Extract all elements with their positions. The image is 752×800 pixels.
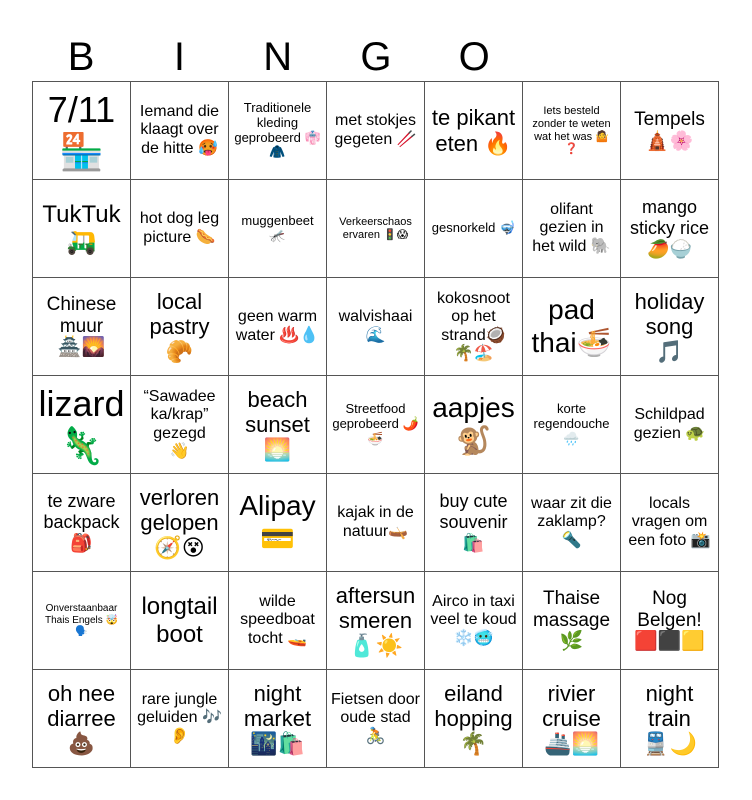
bingo-cell[interactable]: olifant gezien in het wild 🐘 <box>523 180 621 278</box>
bingo-cell[interactable]: night market 🌃🛍️ <box>229 670 327 768</box>
bingo-cell[interactable]: Thaise massage 🌿 <box>523 572 621 670</box>
bingo-cell[interactable]: walvishaai 🌊 <box>327 278 425 376</box>
bingo-cell[interactable]: Iets besteld zonder te weten wat het was 🤷 ❓ <box>523 82 621 180</box>
bingo-cell[interactable]: night train 🚆🌙 <box>621 670 719 768</box>
bingo-cell[interactable]: Chinese muur 🏯🌄 <box>33 278 131 376</box>
header-letter-b: B <box>67 35 95 79</box>
header-letter-n: N <box>263 35 293 79</box>
bingo-cell[interactable]: TukTuk 🛺 <box>33 180 131 278</box>
bingo-cell[interactable]: longtail boot <box>131 572 229 670</box>
bingo-cell[interactable]: local pastry 🥐 <box>131 278 229 376</box>
bingo-cell[interactable]: lizard 🦎 <box>33 376 131 474</box>
bingo-cell[interactable]: aapjes 🐒 <box>425 376 523 474</box>
bingo-cell[interactable]: “Sawadee ka/krap” gezegd 👋 <box>131 376 229 474</box>
bingo-cell[interactable]: Streetfood geprobeerd 🌶️🍜 <box>327 376 425 474</box>
bingo-cell[interactable]: te pikant eten 🔥 <box>425 82 523 180</box>
bingo-grid <box>32 81 719 768</box>
bingo-header <box>32 34 720 80</box>
bingo-cell[interactable]: buy cute souvenir 🛍️ <box>425 474 523 572</box>
bingo-cell[interactable]: Schildpad gezien 🐢 <box>621 376 719 474</box>
bingo-cell[interactable]: gesnorkeld 🤿 <box>425 180 523 278</box>
bingo-cell[interactable]: verloren gelopen 🧭😵 <box>131 474 229 572</box>
bingo-cell[interactable]: wilde speedboat tocht 🚤 <box>229 572 327 670</box>
bingo-cell[interactable]: locals vragen om een foto 📸 <box>621 474 719 572</box>
bingo-cell[interactable]: eiland hopping 🌴 <box>425 670 523 768</box>
bingo-cell[interactable]: pad thai🍜 <box>523 278 621 376</box>
bingo-cell[interactable]: 7/11 🏪 <box>33 82 131 180</box>
bingo-cell[interactable]: Tempels 🛕🌸 <box>621 82 719 180</box>
bingo-cell[interactable]: rivier cruise 🚢🌅 <box>523 670 621 768</box>
bingo-cell[interactable]: holiday song 🎵 <box>621 278 719 376</box>
bingo-cell[interactable]: Alipay 💳 <box>229 474 327 572</box>
bingo-cell[interactable]: oh nee diarree 💩 <box>33 670 131 768</box>
bingo-cell[interactable]: mango sticky rice🥭🍚 <box>621 180 719 278</box>
bingo-cell[interactable]: Nog Belgen! 🟥⬛🟨 <box>621 572 719 670</box>
bingo-cell[interactable]: beach sunset 🌅 <box>229 376 327 474</box>
bingo-cell[interactable]: waar zit die zaklamp? 🔦 <box>523 474 621 572</box>
bingo-cell[interactable]: aftersun smeren 🧴☀️ <box>327 572 425 670</box>
bingo-cell[interactable]: Verkeerschaos ervaren 🚦😱 <box>327 180 425 278</box>
bingo-cell[interactable]: Traditionele kleding geprobeerd 👘🧥 <box>229 82 327 180</box>
bingo-cell[interactable]: hot dog leg picture 🌭 <box>131 180 229 278</box>
bingo-cell[interactable]: te zware backpack 🎒 <box>33 474 131 572</box>
bingo-cell[interactable]: korte regendouche 🌧️ <box>523 376 621 474</box>
bingo-cell[interactable]: met stokjes gegeten 🥢 <box>327 82 425 180</box>
bingo-cell[interactable]: Onverstaanbaar Thais Engels 🤯 🗣️ <box>33 572 131 670</box>
bingo-cell[interactable]: Iemand die klaagt over de hitte 🥵 <box>131 82 229 180</box>
header-letter-g: G <box>360 35 392 79</box>
bingo-cell[interactable]: Fietsen door oude stad 🚴 <box>327 670 425 768</box>
bingo-cell[interactable]: kajak in de natuur🛶 <box>327 474 425 572</box>
header-letter-o: O <box>458 35 490 79</box>
bingo-cell[interactable]: rare jungle geluiden 🎶👂 <box>131 670 229 768</box>
bingo-cell[interactable]: geen warm water ♨️💧 <box>229 278 327 376</box>
header-letter-i: I <box>173 35 185 79</box>
bingo-cell[interactable]: Airco in taxi veel te koud ❄️🥶 <box>425 572 523 670</box>
bingo-cell[interactable]: muggenbeet 🦟 <box>229 180 327 278</box>
bingo-cell[interactable]: kokosnoot op het strand🥥 🌴🏖️ <box>425 278 523 376</box>
